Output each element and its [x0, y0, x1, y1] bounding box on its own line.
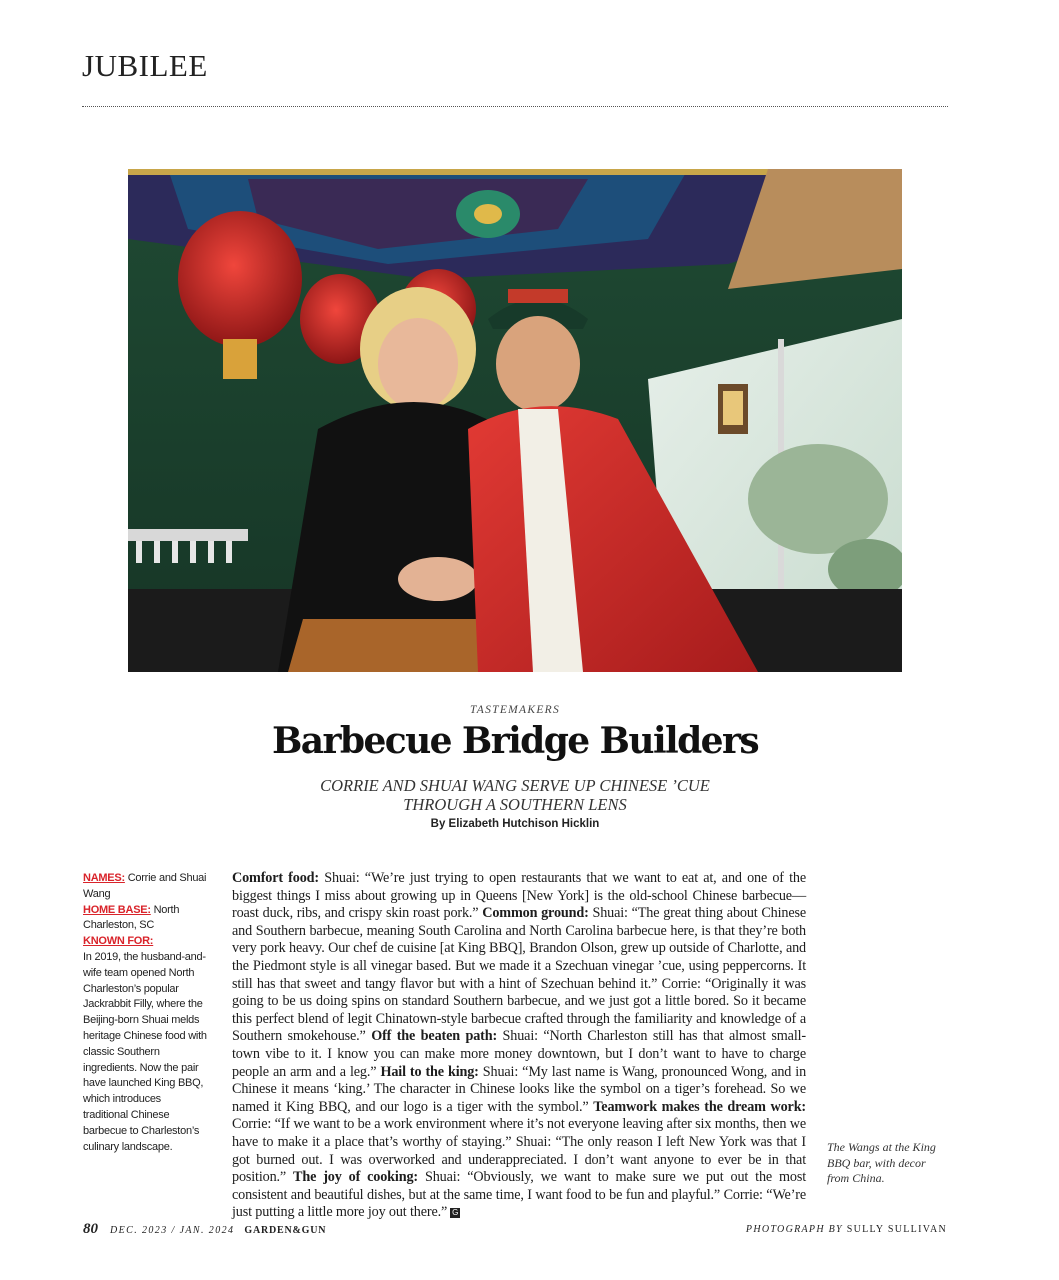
article-byline: By Elizabeth Hutchison Hicklin: [430, 818, 600, 830]
page-number: 80: [83, 1221, 98, 1237]
known-for-value: In 2019, the husband-and-wife team opened North Charleston’s popular Jackrabbit Filly, where the Beijing-born Shuai melds heritage Chinese food with classic Southern ingredients. Now the pair have launched King BBQ, which introduces traditional Chinese barbecue to Charleston’s culinary landscape.: [83, 950, 207, 1153]
paragraph-comfort-food: Shuai: “We’re just trying to open restaurants that we want to eat at, and one of the biggest things I miss about growing up in Queens [New York] is the old-school Chinese barbecue—roast duck, ribs, and crispy skin roast pork.”: [232, 870, 806, 922]
magazine-name: GARDEN&GUN: [244, 1225, 327, 1236]
photo-credit: [746, 1224, 947, 1235]
paragraph-common-ground: Shuai: “The great thing about Chinese and Southern barbecue, meaning South Carolina and North Carolina barbecue here, is that they’re both very pork heavy. Our chef de cuisine [at King BBQ], Brandon Olson, grew up outside of Charlotte, and the Piedmont style is all vinegar based. But we made it a Szechuan vinegar ’cue, using peppercorns. It still has that sweet and tangy flavor but with a hint of Szechuan behind it.” Corrie: “Originally it was going to be us doing spins on standard Southern barbecue, and we just got a little bored. So it became this perfect blend of legit Chinatown-style barbecue crafted through the familiarity and knowledge of a Southern smokehouse.”: [232, 905, 807, 1045]
end-mark-icon: G: [452, 1208, 459, 1218]
paragraph-teamwork: Corrie: “If we want to be a work environment where it’s not everyone leaving after six months, then we have to make it a place that’s worthy of staying.” Shuai: “The only reason I left New York was that I got burned out. I was overworked and underappreciated. I don’t want anyone to ever be in that position.”: [232, 1116, 806, 1186]
paragraph-joy-of-cooking: Shuai: “Obviously, we want to make sure we put out the most consistent and beautiful dishes, but at the same time, I want food to be fun and playful.” Corrie: “We’re just putting a little more joy out there.”: [232, 1169, 807, 1221]
subhead-hail-to-the-king: Hail to the king:: [380, 1063, 479, 1080]
photo-caption: The Wangs at the King BBQ bar, with decor from China.: [827, 1140, 936, 1185]
paragraph-off-the-beaten-path: Shuai: “North Charleston still has that almost small-town vibe to it. I know you can make more money downtown, but I don’t want to have to charge people an arm and a leg.”: [232, 1028, 806, 1080]
known-for-label: KNOWN FOR:: [83, 935, 154, 948]
photographer-name: SULLY SULLIVAN: [846, 1224, 947, 1235]
article-dek: CORRIE AND SHUAI WANG SERVE UP CHINESE ’CUE THROUGH A SOUTHERN LENS: [320, 776, 710, 814]
home-base-value: North Charleston, SC: [83, 903, 180, 932]
names-label: NAMES:: [83, 872, 125, 884]
header-divider: [82, 106, 948, 107]
article-headline: Barbecue Bridge Builders: [271, 720, 759, 762]
subhead-teamwork: Teamwork makes the dream work:: [593, 1098, 807, 1115]
article-kicker: TASTEMAKERS: [469, 704, 561, 716]
home-base-label: HOME BASE:: [83, 903, 151, 916]
issue-date: DEC. 2023 / JAN. 2024: [110, 1225, 235, 1236]
page-folio: [83, 1220, 326, 1238]
names-value: Corrie and Shuai Wang: [83, 872, 207, 900]
photo-credit-prefix: PHOTOGRAPH BY: [745, 1224, 843, 1235]
subhead-comfort-food: Comfort food:: [232, 870, 319, 886]
subhead-joy-of-cooking: The joy of cooking:: [293, 1169, 418, 1186]
subhead-common-ground: Common ground:: [482, 905, 589, 922]
feature-photo: [128, 169, 902, 672]
fact-box: [83, 871, 207, 1155]
paragraph-hail-to-the-king: Shuai: “My last name is Wang, pronounced Wong, and in Chinese it means ‘king.’ The character in Chinese looks like the symbol on a tiger’s forehead. So we named it King BBQ, and our logo is a tiger with the symbol.”: [232, 1063, 807, 1115]
subhead-off-the-beaten-path: Off the beaten path:: [371, 1028, 498, 1045]
section-title: JUBILEE: [82, 48, 208, 83]
